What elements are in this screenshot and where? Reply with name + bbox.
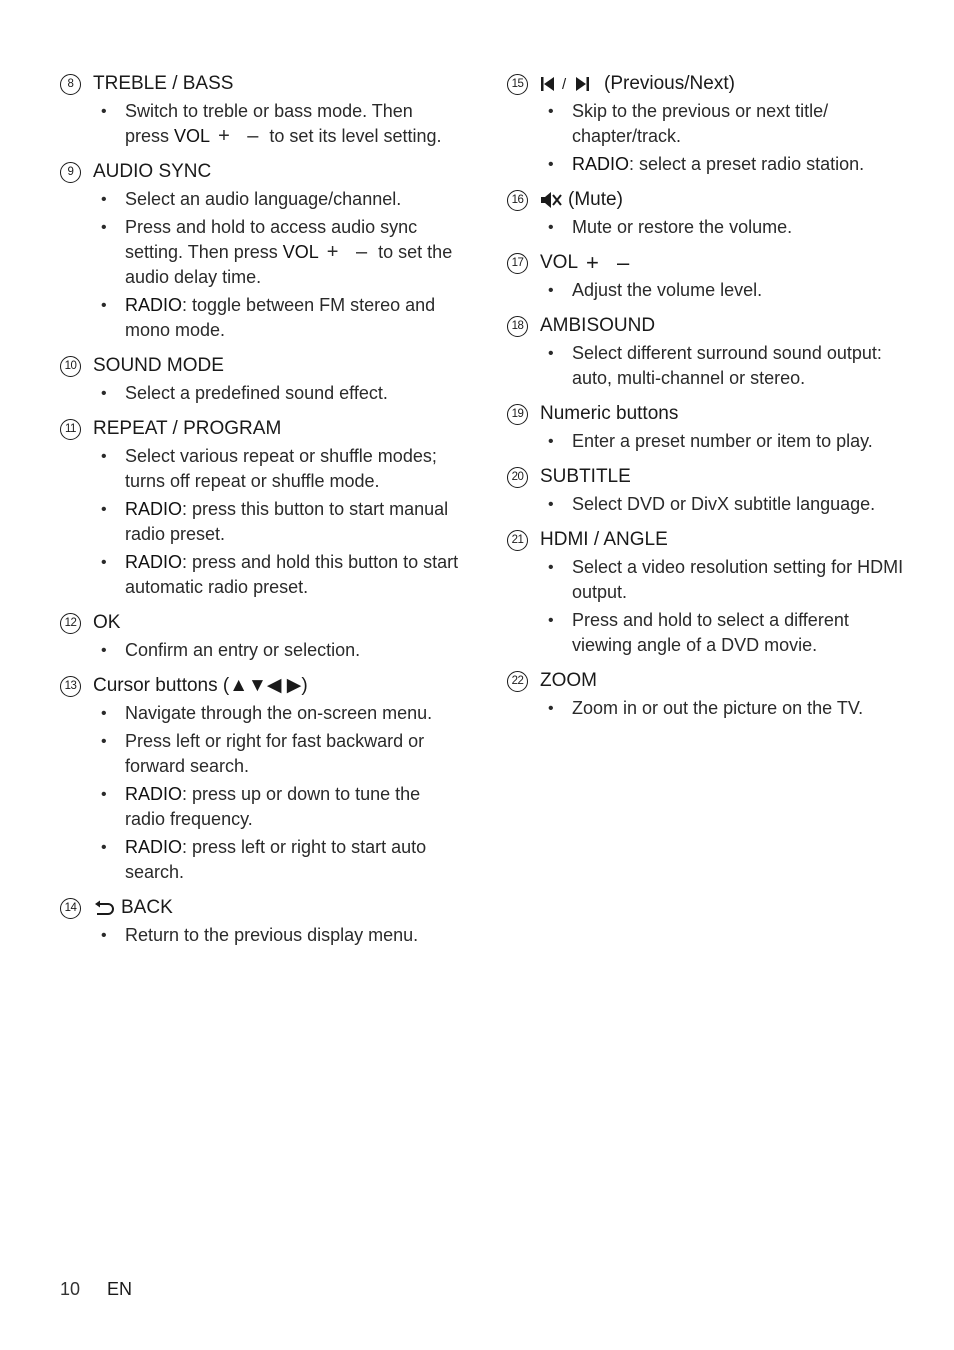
bullet-list <box>60 923 460 948</box>
item-number-badge: 12 <box>60 613 81 634</box>
item-number-badge: 17 <box>507 253 528 274</box>
keyword: VOL <box>174 126 211 146</box>
bullet-item: • Return to the previous display menu. <box>60 923 460 948</box>
section-title: ZOOM <box>540 670 597 691</box>
keyword: RADIO <box>125 784 183 804</box>
volume-plus-minus-icon: + – <box>326 241 374 263</box>
bullet-item: • RADIO: press this button to start manual radio preset. <box>60 497 460 547</box>
mute-icon <box>540 191 562 209</box>
item-number-badge: 19 <box>507 404 528 425</box>
bullet-item: • Select a predefined sound effect. <box>60 381 460 406</box>
item-number-badge: 14 <box>60 898 81 919</box>
section-8 <box>60 70 460 149</box>
section-title: AMBISOUND <box>540 315 656 336</box>
item-number-badge: 13 <box>60 676 81 697</box>
section-15 <box>507 70 907 177</box>
item-number-badge: 15 <box>507 74 528 95</box>
bullet-item: • RADIO: press and hold this button to start automatic radio preset. <box>60 550 460 600</box>
bullet-list <box>507 341 907 391</box>
bullet-item: • Select different surround sound output: auto, multi-channel or stereo. <box>507 341 907 391</box>
bullet-list <box>507 429 907 454</box>
section-title: Numeric buttons <box>540 403 679 424</box>
bullet-item: • Navigate through the on-screen menu. <box>60 701 460 726</box>
keyword: RADIO <box>125 295 183 315</box>
bullet-item: • Skip to the previous or next title/ chapter/track. <box>507 99 907 149</box>
keyword: RADIO <box>572 154 630 174</box>
back-icon <box>93 900 115 916</box>
volume-plus-minus-icon: + – <box>218 125 265 147</box>
section-heading <box>507 70 907 98</box>
section-10 <box>60 352 460 406</box>
section-18 <box>507 312 907 391</box>
bullet-list <box>507 696 907 721</box>
section-heading <box>507 667 907 695</box>
right-column <box>507 70 907 730</box>
section-21 <box>507 526 907 658</box>
bullet-list <box>60 187 460 343</box>
bullet-item: • Select various repeat or shuffle modes; turns off repeat or shuffle mode. <box>60 444 460 494</box>
item-number-badge: 16 <box>507 190 528 211</box>
section-heading <box>507 312 907 340</box>
section-title: VOL <box>540 252 579 273</box>
bullet-item: • Select a video resolution setting for HDMI output. <box>507 555 907 605</box>
bullet-list <box>60 381 460 406</box>
bullet-item: • Confirm an entry or selection. <box>60 638 460 663</box>
item-number-badge: 21 <box>507 530 528 551</box>
section-title: BACK <box>121 897 173 918</box>
section-heading <box>60 609 460 637</box>
bullet-list <box>507 555 907 658</box>
section-heading <box>60 672 460 700</box>
volume-plus-minus-icon: + – <box>586 250 636 275</box>
page-footer <box>60 1279 132 1300</box>
section-heading <box>507 249 907 277</box>
item-number-badge: 10 <box>60 356 81 377</box>
section-title: TREBLE / BASS <box>93 73 234 94</box>
section-heading <box>60 158 460 186</box>
section-16 <box>507 186 907 240</box>
section-13 <box>60 672 460 885</box>
left-column <box>60 70 460 957</box>
section-17 <box>507 249 907 303</box>
bullet-list <box>507 278 907 303</box>
previous-next-icon <box>540 75 598 93</box>
section-title: SUBTITLE <box>540 466 631 487</box>
bullet-list <box>60 701 460 885</box>
section-heading <box>60 415 460 443</box>
keyword: RADIO <box>125 499 183 519</box>
bullet-item: • Select an audio language/channel. <box>60 187 460 212</box>
bullet-item: • Mute or restore the volume. <box>507 215 907 240</box>
section-19 <box>507 400 907 454</box>
bullet-item: • Zoom in or out the picture on the TV. <box>507 696 907 721</box>
bullet-list <box>507 492 907 517</box>
section-heading <box>60 352 460 380</box>
section-9 <box>60 158 460 343</box>
keyword: VOL <box>282 242 319 262</box>
bullet-item: • Select DVD or DivX subtitle language. <box>507 492 907 517</box>
bullet-list <box>507 99 907 177</box>
svg-text:/: / <box>562 76 567 93</box>
section-title: AUDIO SYNC <box>93 161 212 182</box>
section-title: OK <box>93 612 121 633</box>
page-number: 10 <box>60 1279 81 1299</box>
bullet-item: • Press and hold to select a different viewing angle of a DVD movie. <box>507 608 907 658</box>
section-title: Cursor buttons (▲▼◀ ▶) <box>93 675 308 696</box>
bullet-list <box>60 638 460 663</box>
section-title: HDMI / ANGLE <box>540 529 668 550</box>
section-heading <box>60 894 460 922</box>
bullet-item: • RADIO: press up or down to tune the radio frequency. <box>60 782 460 832</box>
language-code: EN <box>107 1279 133 1299</box>
item-number-badge: 18 <box>507 316 528 337</box>
section-heading <box>60 70 460 98</box>
bullet-list <box>60 99 460 149</box>
section-title: SOUND MODE <box>93 355 224 376</box>
bullet-item: • RADIO: press left or right to start auto search. <box>60 835 460 885</box>
section-12 <box>60 609 460 663</box>
bullet-item: • RADIO: toggle between FM stereo and mono mode. <box>60 293 460 343</box>
bullet-item: • Press and hold to access audio sync setting. Then press VOL + – to set the audio delay time. <box>60 215 460 290</box>
section-heading <box>507 526 907 554</box>
item-number-badge: 8 <box>60 74 81 95</box>
item-number-badge: 20 <box>507 467 528 488</box>
section-heading <box>507 186 907 214</box>
item-number-badge: 22 <box>507 671 528 692</box>
section-14 <box>60 894 460 948</box>
section-title: (Mute) <box>568 189 623 210</box>
bullet-item: • Enter a preset number or item to play. <box>507 429 907 454</box>
section-title: (Previous/Next) <box>604 73 735 94</box>
section-22 <box>507 667 907 721</box>
section-heading <box>507 463 907 491</box>
bullet-item: • Switch to treble or bass mode. Then press VOL + – to set its level setting. <box>60 99 460 149</box>
item-number-badge: 9 <box>60 162 81 183</box>
bullet-item: • Adjust the volume level. <box>507 278 907 303</box>
section-heading <box>507 400 907 428</box>
bullet-item: • Press left or right for fast backward or forward search. <box>60 729 460 779</box>
bullet-item: • RADIO: select a preset radio station. <box>507 152 907 177</box>
keyword: RADIO <box>125 837 183 857</box>
bullet-list <box>60 444 460 600</box>
section-20 <box>507 463 907 517</box>
section-11 <box>60 415 460 600</box>
item-number-badge: 11 <box>60 419 81 440</box>
section-title: REPEAT / PROGRAM <box>93 418 282 439</box>
keyword: RADIO <box>125 552 183 572</box>
bullet-list <box>507 215 907 240</box>
